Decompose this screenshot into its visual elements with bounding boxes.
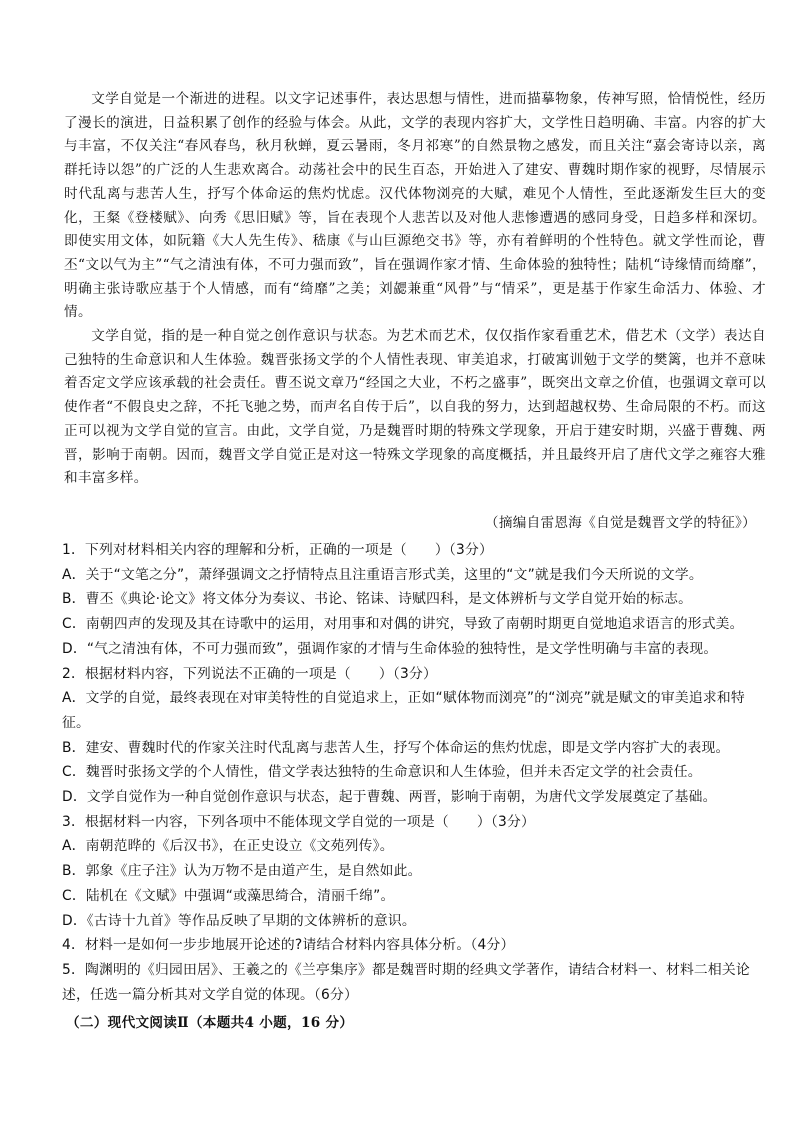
question-list	[62, 538, 766, 1007]
question-2-stem: 2．根据材料内容，下列说法不正确的一项是（ ）（3分）	[62, 665, 437, 682]
question-1-option-b: B．曹丕《典论·论文》将文体分为奏议、书论、铭诔、诗赋四科，是文体辨析与文学自觉开始的标志。	[62, 591, 693, 608]
passage-paragraph-2: 文学自觉，指的是一种自觉之创作意识与状态。为艺术而艺术，仅仅指作家看重艺术，借艺术（文学）表达自己独特的生命意识和人生体验。魏晋张扬文学的个人情性表现、审美追求，打破寓训勉于文学的樊篱，也并不意味着否定文学应该承载的社会责任。曹丕说文章乃“经国之大业，不朽之盛事”，既突出文章之价值，也强调文章可以使作者“不假良史之辞，不托飞驰之势，而声名自传于后”，以自我的努力，达到超越权势、生命局限的不朽。而这正可以视为文学自觉的宣言。由此，文学自觉，乃是魏晋时期的特殊文学现象，开启于建安时期，兴盛于曹魏、两晋，影响于南朝。因而，魏晋文学自觉正是对这一特殊文学现象的高度概括，并且最终开启了唐代文学之雍容大雅和丰富多样。	[64, 328, 766, 487]
section-heading: （二）现代文阅读Ⅱ（本题共4 小题，16 分）	[66, 1015, 354, 1031]
question-1-stem: 1．下列对材料相关内容的理解和分析，正确的一项是（ ）（3分）	[62, 542, 493, 558]
question-3-option-a: A．南朝范晔的《后汉书》，在正史设立《文苑列传》。	[62, 838, 394, 855]
passage-source: （摘编自雷恩海《自觉是魏晋文学的特征》）	[484, 515, 756, 531]
question-2-option-b: B．建安、曹魏时代的作家关注时代乱离与悲苦人生，抒写个体命运的焦灼忧虑，即是文学内容扩大的表现。	[62, 739, 730, 756]
question-2-option-d: D．文学自觉作为一种自觉创作意识与状态，起于曹魏、两晋，影响于南朝，为唐代文学发展奠定了基础。	[62, 789, 717, 806]
question-2-option-c: C．魏晋时张扬文学的个人情性，借文学表达独特的生命意识和人生体验，但并未否定文学的社会责任。	[62, 764, 702, 781]
question-4-stem: 4．材料一是如何一步步地展开论述的?请结合材料内容具体分析。（4分）	[62, 937, 515, 954]
reading-passage	[64, 88, 766, 491]
question-3-option-b: B．郭象《庄子注》认为万物不是由道产生，是自然如此。	[62, 863, 422, 880]
question-1-option-a: A．关于“文笔之分”，萧绎强调文之抒情特点且注重语言形式美，这里的“文”就是我们今天所说的文学。	[62, 566, 703, 583]
question-1-option-c: C．南朝四声的发现及其在诗歌中的运用，对用事和对偶的讲究，导致了南朝时期更自觉地追求语言的形式美。	[62, 616, 744, 633]
question-5-stem: 5．陶渊明的《归园田居》、王羲之的《兰亭集序》都是魏晋时期的经典文学著作，请结合材料一、材料二相关论述，任选一篇分析其对文学自觉的体现。（6分）	[62, 961, 750, 1003]
question-2-option-a: A．文学的自觉，最终表现在对审美特性的自觉追求上，正如“赋体物而浏亮”的“浏亮”就是赋文的审美追求和特征。	[62, 690, 745, 731]
passage-paragraph-1: 文学自觉是一个渐进的进程。以文字记述事件，表达思想与情性，进而描摹物象，传神写照，恰情悦性，经历了漫长的演进，日益积累了创作的经验与体会。从此，文学的表现内容扩大，文学性日趋明确、丰富。内容的扩大与丰富，不仅关注“春风春鸟，秋月秋蝉，夏云暑雨，冬月祁寒”的自然景物之感发，而且关注“嘉会寄诗以亲，离群托诗以怨”的广泛的人生悲欢离合。动荡社会中的民生百态，开始进入了建安、曹魏时期作家的视野，尽情展示时代乱离与悲苦人生，抒写个体命运的焦灼忧虑。汉代体物浏亮的大赋，难见个人情性，至此逐渐发生巨大的变化，王粲《登楼赋》、向秀《思旧赋》等，旨在表现个人悲苦以及对他人悲惨遭遇的感同身受，日趋多样和深切。即使实用文体，如阮籍《大人先生传》、嵇康《与山巨源绝交书》等，亦有着鲜明的个性特色。就文学性而论，曹丕“文以气为主”“气之清浊有体，不可力强而致”，旨在强调作家才情、生命体验的独特性；陆机“诗缘情而绮靡”，明确主张诗歌应基于个人情感，而有“绮靡”之美；刘勰兼重“风骨”与“情采”，更是基于作家生命活力、体验、才情。	[64, 91, 766, 321]
question-1-option-d: D．“气之清浊有体，不可力强而致”，强调作家的才情与生命体验的独特性，是文学性明确与丰富的表现。	[62, 640, 718, 657]
question-3-stem: 3．根据材料一内容，下列各项中不能体现文学自觉的一项是（ ）（3分）	[62, 813, 535, 830]
question-3-option-d: D．《古诗十九首》等作品反映了早期的文体辨析的意识。	[62, 912, 416, 929]
question-3-option-c: C．陆机在《文赋》中强调“或藻思绮合，清丽千绵”。	[62, 887, 395, 904]
